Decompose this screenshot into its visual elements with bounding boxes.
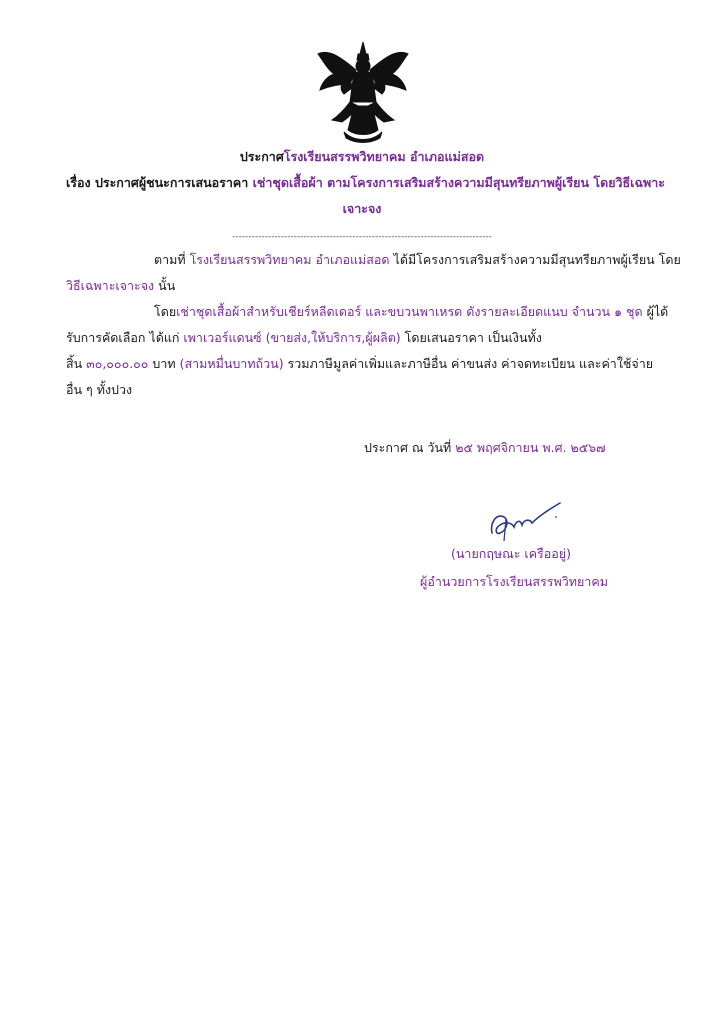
body-text: ตามที่ bbox=[154, 252, 190, 267]
announcement-title bbox=[0, 148, 724, 166]
body-line-3 bbox=[154, 303, 668, 321]
subject-line-continued: เจาะจง bbox=[342, 201, 382, 216]
handwritten-signature bbox=[486, 497, 566, 541]
body-text: สิ้น bbox=[66, 356, 87, 371]
price-in-words: (สามหมื่นบาทถ้วน) bbox=[179, 356, 284, 371]
signatory-position: ผู้อำนวยการโรงเรียนสรรพวิทยาคม bbox=[420, 574, 608, 589]
body-text: ผู้ได้ bbox=[642, 304, 669, 319]
vendor-name: เพาเวอร์แดนซ์ (ขายส่ง,ให้บริการ,ผู้ผลิต) bbox=[183, 330, 401, 345]
date-value: ๒๕ พฤศจิกายน พ.ศ. ๒๕๖๗ bbox=[455, 440, 606, 455]
body-text: รับการคัดเลือก ได้แก่ bbox=[66, 330, 184, 345]
body-line-6: อื่น ๆ ทั้งปวง bbox=[66, 382, 133, 397]
body-school-name: โรงเรียนสรรพวิทยาคม อำเภอแม่สอด bbox=[189, 252, 390, 267]
body-text: โดยเสนอราคา เป็นเงินทั้ง bbox=[400, 330, 542, 345]
body-text: ได้มีโครงการเสริมสร้างความมีสุนทรียภาพผู้เรียน โดย bbox=[389, 252, 681, 267]
price-amount: ๓๐,๐๐๐.๐๐ bbox=[86, 356, 149, 371]
body-line-1 bbox=[154, 251, 681, 269]
body-line-5 bbox=[66, 355, 653, 373]
divider-line: -------------------------------------------------------------------------------- bbox=[232, 232, 492, 242]
signatory-name: (นายกฤษณะ เครืออยู่) bbox=[451, 546, 571, 561]
procurement-item: เช่าชุดเสื้อผ้าสำหรับเชียร์หลีดเดอร์ และขบวนพาเหรด ดังรายละเอียดแนบ จำนวน ๑ ชุด bbox=[176, 304, 643, 319]
body-text: โดย bbox=[154, 304, 177, 319]
body-text: นั้น bbox=[154, 278, 176, 293]
body-line-2 bbox=[66, 277, 175, 295]
school-name: โรงเรียนสรรพวิทยาคม อำเภอแม่สอด bbox=[283, 149, 485, 164]
procurement-method: วิธีเฉพาะเจาะจง bbox=[66, 278, 155, 293]
body-text: รวมภาษีมูลค่าเพิ่มและภาษีอื่น ค่าขนส่ง ค่าจดทะเบียน และค่าใช้จ่าย bbox=[283, 356, 654, 371]
announcement-date bbox=[364, 439, 606, 457]
title-prefix: ประกาศ bbox=[239, 149, 284, 164]
body-line-4 bbox=[66, 329, 542, 347]
subject-text: เช่าชุดเสื้อผ้า ตามโครงการเสริมสร้างความมีสุนทรียภาพผู้เรียน โดยวิธีเฉพาะ bbox=[252, 175, 665, 190]
garuda-emblem-icon bbox=[314, 40, 412, 144]
subject-line bbox=[66, 174, 665, 192]
body-text: บาท bbox=[148, 356, 180, 371]
date-prefix: ประกาศ ณ วันที่ bbox=[364, 440, 456, 455]
subject-prefix: เรื่อง ประกาศผู้ชนะการเสนอราคา bbox=[66, 175, 249, 190]
